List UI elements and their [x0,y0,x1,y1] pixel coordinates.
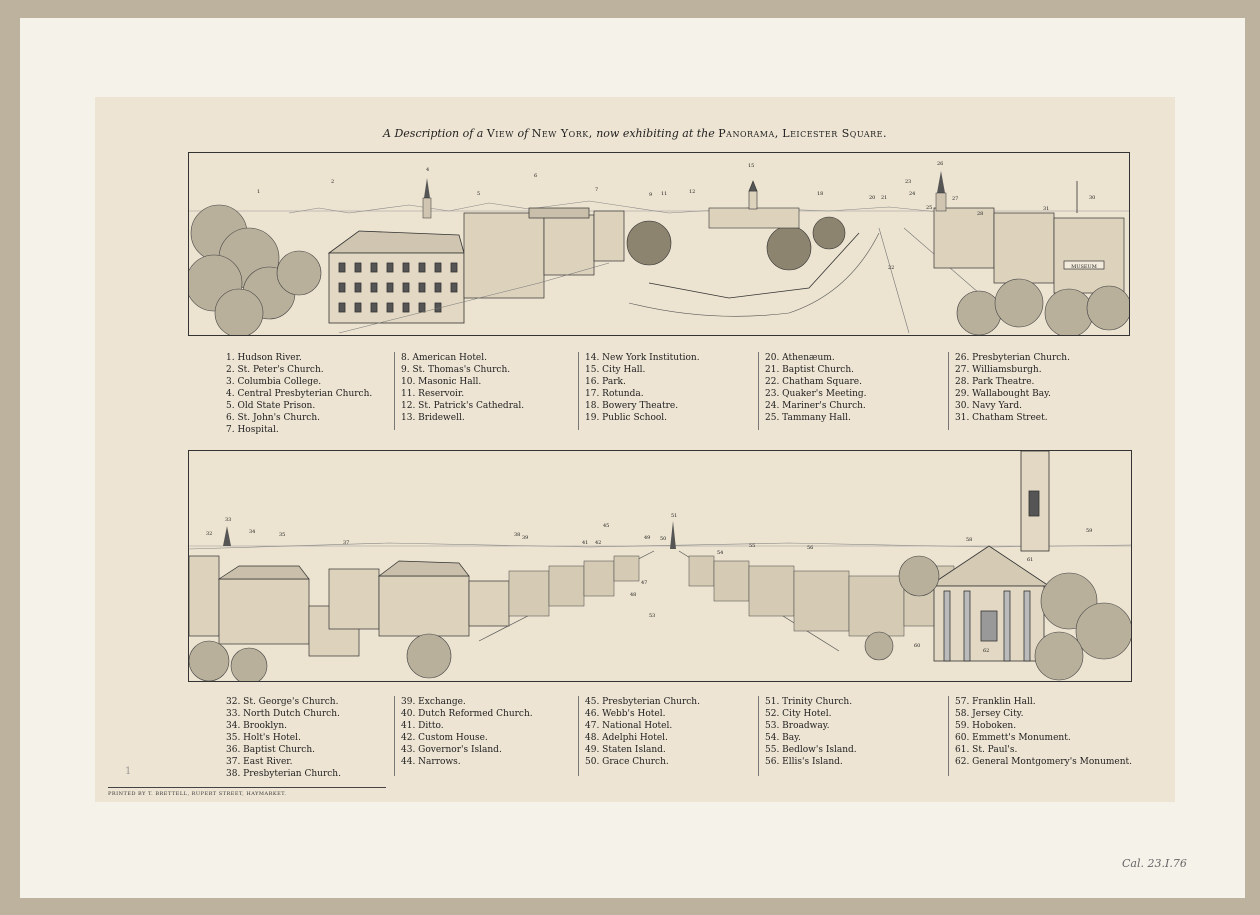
map-marker: 23 [905,179,912,185]
map-marker: 41 [582,540,589,546]
map-marker: 22 [888,265,895,271]
legend-entry: 24. Mariner's Church. [765,401,866,411]
map-marker: 37 [343,540,350,546]
legend-entry: 18. Bowery Theatre. [585,401,679,411]
legend-entry: 22. Chatham Square. [765,377,862,387]
map-marker: 42 [595,540,602,546]
legend-entry: 12. St. Patrick's Cathedral. [401,401,525,411]
legend-entry: 1. Hudson River. [226,353,302,363]
legend-entry: 45. Presbyterian Church. [585,697,700,707]
shelfmark: Cal. 23.I.76 [1122,857,1187,870]
map-marker: 54 [717,550,724,556]
legend-column [578,696,700,776]
legend-entry: 44. Narrows. [401,757,461,767]
map-marker: 7 [595,187,599,193]
map-marker: 20 [869,195,876,201]
map-marker: 39 [522,535,529,541]
map-marker: 31 [1043,206,1050,212]
bottom-panorama-engraving [188,450,1132,682]
bottom-panorama-drawing [189,451,1131,681]
map-marker: 62 [983,648,990,654]
legend-entry: 32. St. George's Church. [226,697,339,707]
trees-right [957,279,1129,335]
legend-column [758,696,857,776]
map-marker: 35 [279,532,286,538]
legend-column [226,696,341,780]
legend-entry: 46. Webb's Hotel. [585,709,666,719]
map-marker: 25 [926,205,933,211]
legend-entry: 34. Brooklyn. [226,721,288,731]
map-marker: 51 [671,513,678,519]
legend-entry: 40. Dutch Reformed Church. [401,709,533,719]
legend-entry: 55. Bedlow's Island. [765,745,857,755]
legend-entry: 47. National Hotel. [585,721,673,731]
map-marker: 34 [249,529,256,535]
legend-entry: 8. American Hotel. [401,353,488,363]
map-marker: 26 [937,161,944,167]
top-panorama-engraving [188,152,1130,336]
legend-entry: 3. Columbia College. [226,377,322,387]
legend-entry: 16. Park. [585,377,626,387]
map-marker: 28 [977,211,984,217]
legend-entry: 31. Chatham Street. [955,413,1048,423]
large-house-left [329,231,464,323]
legend-entry: 58. Jersey City. [955,709,1024,719]
legend-entry: 59. Hoboken. [955,721,1017,731]
map-marker: 61 [1027,557,1034,563]
legend-entry: 39. Exchange. [401,697,466,707]
legend-entry: 61. St. Paul's. [955,745,1018,755]
legend-column [394,352,524,430]
legend-entry: 51. Trinity Church. [765,697,853,707]
legend-entry: 53. Broadway. [765,721,830,731]
map-marker: 18 [817,191,824,197]
legend-entry: 42. Custom House. [401,733,488,743]
broadway-buildings [509,556,954,636]
legend-entry: 4. Central Presbyterian Church. [226,389,373,399]
city-hall [709,181,799,228]
legend-column [948,352,1070,430]
building-row-right [934,208,1124,293]
map-marker: 48 [630,592,637,598]
legend-column [758,352,867,430]
legend-entry: 35. Holt's Hotel. [226,733,301,743]
map-marker: 9 [649,192,653,198]
legend-entry: 62. General Montgomery's Monument. [955,757,1133,767]
legend-entry: 36. Baptist Church. [226,745,315,755]
legend-entry: 54. Bay. [765,733,801,743]
legend-entry: 41. Ditto. [401,721,444,731]
legend-entry: 37. East River. [226,757,293,767]
top-legend [226,352,1126,435]
map-marker: 4 [426,167,430,173]
legend-entry: 43. Governor's Island. [401,745,502,755]
legend-entry: 21. Baptist Church. [765,365,854,375]
building-row-left [464,208,624,298]
legend-entry: 60. Emmett's Monument. [955,733,1071,743]
bottom-legend [226,696,1133,780]
legend-entry: 52. City Hotel. [765,709,832,719]
legend-entry: 2. St. Peter's Church. [226,365,324,375]
legend-entry: 29. Wallabought Bay. [955,389,1051,399]
pencil-mark: 1 [125,766,132,777]
legend-column [948,696,1132,776]
legend-entry: 38. Presbyterian Church. [226,769,341,779]
legend-entry: 33. North Dutch Church. [226,709,340,719]
map-marker: 59 [1086,528,1093,534]
legend-entry: 49. Staten Island. [585,745,666,755]
map-marker: 53 [649,613,656,619]
map-marker: 49 [644,535,651,541]
map-marker: 56 [807,545,814,551]
printer-imprint: PRINTED BY T. BRETTELL, RUPERT STREET, HAYMARKET. [108,787,386,797]
map-marker: 55 [749,543,756,549]
legend-column [394,696,533,776]
legend-column [226,352,372,436]
legend-entry: 10. Masonic Hall. [401,377,482,387]
trees-left [189,205,321,335]
legend-entry: 20. Athenæum. [765,353,835,363]
map-marker: 12 [689,189,696,195]
map-marker: 5 [477,191,481,197]
map-marker: 33 [225,517,232,523]
map-marker: 47 [641,580,648,586]
legend-entry: 6. St. John's Church. [226,413,321,423]
map-marker: 24 [909,191,916,197]
legend-entry: 27. Williamsburgh. [955,365,1042,375]
legend-entry: 14. New York Institution. [585,353,700,363]
legend-entry: 26. Presbyterian Church. [955,353,1070,363]
legend-entry: 19. Public School. [585,413,668,423]
map-marker: 58 [966,537,973,543]
buildings-left [189,556,509,656]
legend-entry: 5. Old State Prison. [226,401,316,411]
legend-entry: 48. Adelphi Hotel. [585,733,668,743]
map-marker: 21 [881,195,888,201]
legend-entry: 25. Tammany Hall. [765,413,851,423]
legend-entry: 23. Quaker's Meeting. [765,389,867,399]
map-marker: 27 [952,196,959,202]
map-marker: 30 [1089,195,1096,201]
page-title: A Description of a View of New York, now exhibiting at the Panorama, Leicester Square. [383,127,887,140]
legend-entry: 9. St. Thomas's Church. [401,365,511,375]
map-marker: 60 [914,643,921,649]
legend-entry: 50. Grace Church. [585,757,669,767]
map-marker: 2 [331,179,335,185]
map-marker: 50 [660,536,667,542]
legend-entry: 28. Park Theatre. [955,377,1035,387]
legend-entry: 13. Bridewell. [401,413,465,423]
map-marker: 32 [206,531,213,537]
legend-entry: 15. City Hall. [585,365,646,375]
top-panorama-drawing [189,153,1129,335]
map-marker: 45 [603,523,610,529]
legend-entry: 7. Hospital. [226,425,279,435]
legend-entry: 57. Franklin Hall. [955,697,1036,707]
map-marker: 15 [748,163,755,169]
legend-column [578,352,700,430]
museum-sign: MUSEUM [1071,264,1097,270]
legend-entry: 56. Ellis's Island. [765,757,843,767]
legend-entry: 30. Navy Yard. [955,401,1022,411]
map-marker: 11 [661,191,668,197]
map-marker: 1 [257,189,261,195]
legend-entry: 11. Reservoir. [401,389,465,399]
map-marker: 6 [534,173,538,179]
legend-entry: 17. Rotunda. [585,389,644,399]
map-marker: 38 [514,532,521,538]
st-pauls-chapel [929,451,1049,661]
